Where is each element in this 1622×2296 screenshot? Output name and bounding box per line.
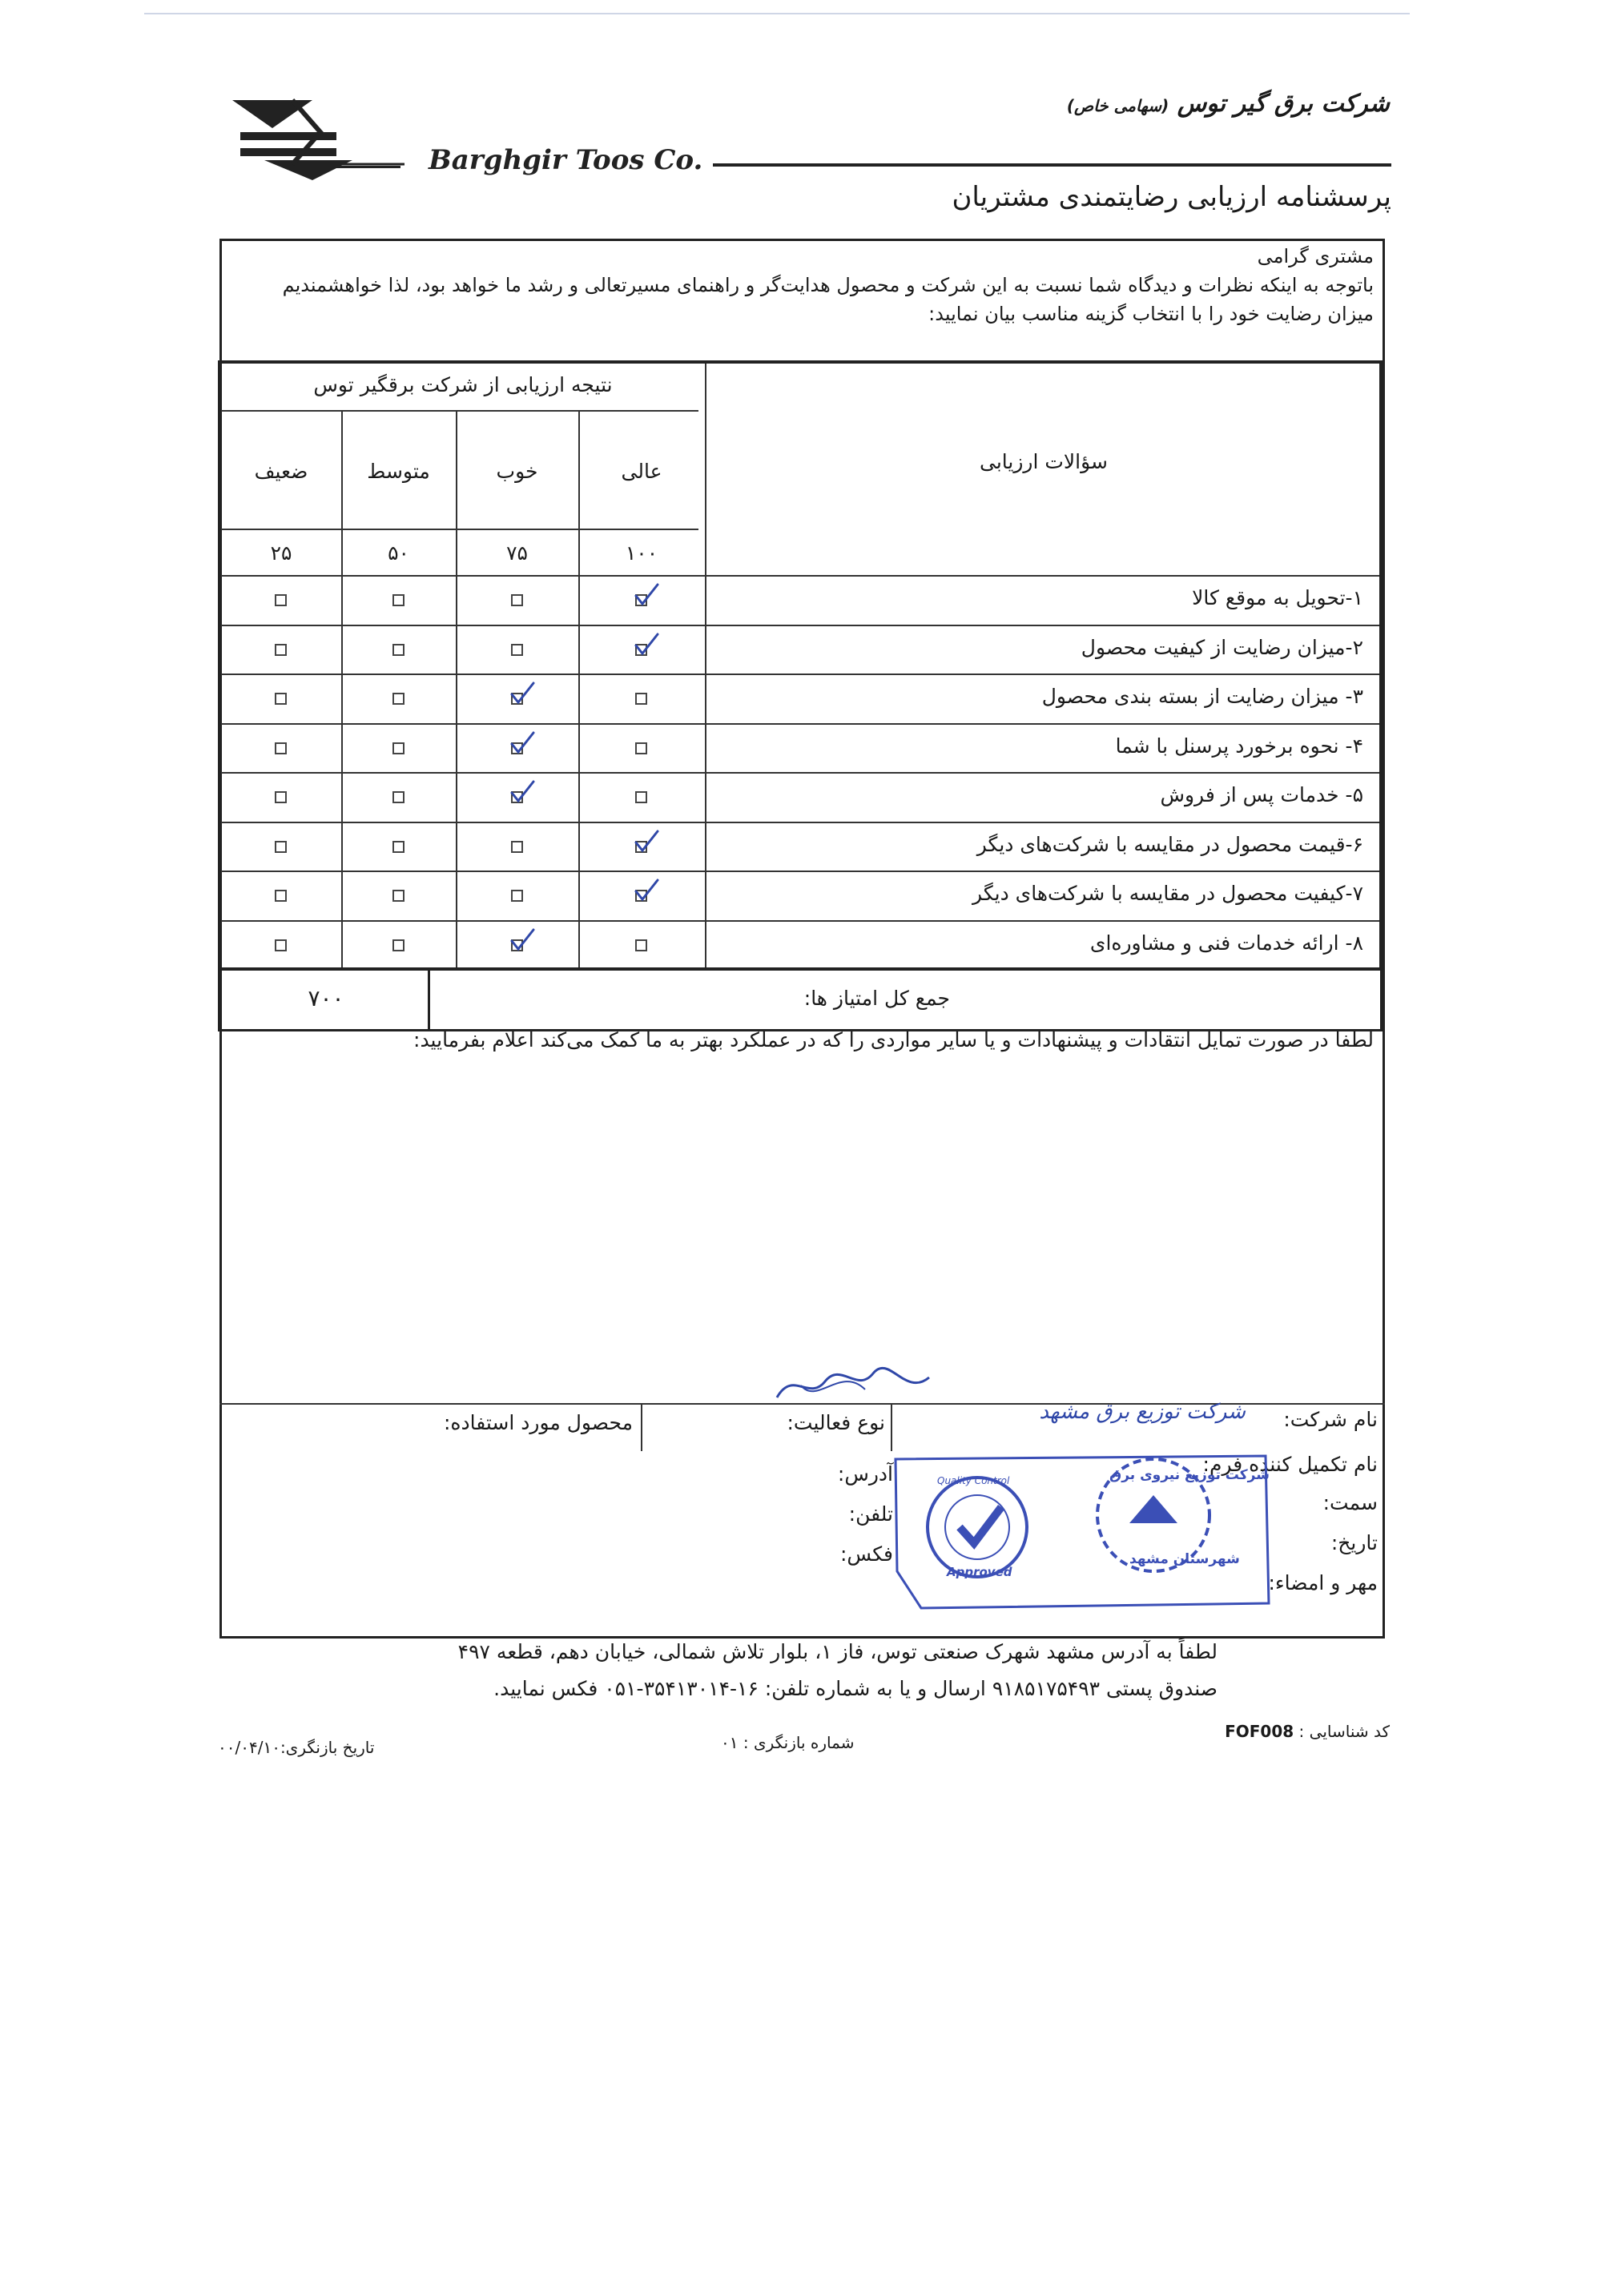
- address-label: آدرس:: [837, 1462, 893, 1486]
- question-2: ۲-میزان رضایت از کیفیت محصول: [1081, 635, 1363, 659]
- id-code-line: [1225, 1722, 1390, 1741]
- check-mark-icon: [509, 682, 535, 706]
- filler-name-label: نام تکمیل کننده فرم:: [1202, 1453, 1378, 1476]
- scan-edge-line: [144, 13, 1410, 14]
- form-title: پرسشنامه ارزیابی رضایتمندی مشتریان: [952, 181, 1391, 213]
- company-name-fa: [1067, 90, 1390, 118]
- seal-signature-label: مهر و امضاء:: [1268, 1571, 1378, 1594]
- phone-label: تلفن:: [848, 1502, 893, 1526]
- row-divider: [221, 871, 1379, 872]
- row-divider: [221, 674, 1379, 675]
- stamp-org: شرکت توزیع نیروی برق: [1109, 1467, 1270, 1483]
- check-mark-icon: [634, 583, 659, 607]
- salutation: مشتری گرامی: [1257, 245, 1374, 267]
- question-1: ۱-تحویل به موقع کالا: [1192, 586, 1363, 609]
- checkbox-q5-excellent[interactable]: [635, 791, 647, 803]
- checkbox-q8-weak[interactable]: [275, 939, 287, 951]
- intro-text: [236, 242, 1374, 328]
- checkbox-q1-excellent[interactable]: [635, 594, 647, 606]
- check-mark-icon: [634, 879, 659, 903]
- checkbox-q3-average[interactable]: [392, 693, 404, 705]
- id-code: FOF008: [1225, 1722, 1294, 1741]
- checkbox-q8-excellent[interactable]: [635, 939, 647, 951]
- checkbox-q4-average[interactable]: [392, 742, 404, 754]
- row-divider: [221, 772, 1379, 774]
- total-label: جمع کل امتیاز ها:: [803, 987, 950, 1010]
- company-logo: [216, 84, 409, 188]
- rating-label-average: متوسط: [367, 460, 430, 483]
- check-mark-icon: [509, 928, 535, 952]
- total-value: ۷۰۰: [308, 985, 344, 1011]
- question-3: ۳- میزان رضایت از بسته بندی محصول: [1041, 685, 1363, 708]
- question-6: ۶-قیمت محصول در مقایسه با شرکت‌های دیگر: [976, 832, 1363, 856]
- approval-stamp: [889, 1451, 1274, 1611]
- checkbox-q6-excellent[interactable]: [635, 841, 647, 853]
- product-used-label: محصول مورد استفاده:: [443, 1411, 633, 1434]
- rating-label-good: خوب: [496, 460, 538, 483]
- stamp-city: شهرستان مشهد: [1129, 1551, 1240, 1567]
- question-7: ۷-کیفیت محصول در مقایسه با شرکت‌های دیگر: [972, 882, 1363, 905]
- header-rule-short: [328, 166, 400, 168]
- company-name-handwriting: شرکت توزیع برق مشهد: [1039, 1400, 1246, 1424]
- revision-date: تاریخ بازنگری:۰۰/۰۴/۱۰: [218, 1738, 375, 1757]
- checkbox-q5-good[interactable]: [511, 791, 523, 803]
- checkbox-q2-weak[interactable]: [275, 644, 287, 656]
- checkbox-q4-excellent[interactable]: [635, 742, 647, 754]
- checkbox-q7-excellent[interactable]: [635, 890, 647, 902]
- checkbox-q8-average[interactable]: [392, 939, 404, 951]
- stamp-ring-text: Quality Control: [937, 1475, 1010, 1486]
- question-8: ۸- ارائه خدمات فنی و مشاوره‌ای: [1089, 931, 1363, 955]
- activity-type-label: نوع فعالیت:: [787, 1411, 885, 1434]
- rating-label-excellent: عالی: [621, 460, 662, 483]
- checkbox-q1-weak[interactable]: [275, 594, 287, 606]
- intro-paragraph: باتوجه به اینکه نظرات و دیدگاه شما نسبت به این شرکت و محصول هدایت‌گر و راهنمای مسیرتعالی و رشد ما خواهد بود، لذا خواهشمندیم میزان رضایت خود را با انتخاب گزینه مناسب بیان نمایید:: [282, 274, 1374, 325]
- result-header: نتیجه ارزیابی از شرکت برقگیر توس: [313, 373, 613, 396]
- checkbox-q6-weak[interactable]: [275, 841, 287, 853]
- question-4: ۴- نحوه برخورد پرسنل با شما: [1115, 734, 1363, 758]
- checkbox-q5-average[interactable]: [392, 791, 404, 803]
- fax-label: فکس:: [839, 1542, 893, 1566]
- company-name-text: شرکت برق گیر توس: [1177, 90, 1390, 118]
- row-divider: [221, 822, 1379, 823]
- checkbox-q1-good[interactable]: [511, 594, 523, 606]
- check-mark-icon: [509, 731, 535, 755]
- company-name-en: Barghgir Toos Co.: [429, 144, 703, 176]
- checkbox-q6-average[interactable]: [392, 841, 404, 853]
- company-type: (سهامی خاص): [1066, 96, 1169, 115]
- footer-postal: صندوق پستی ۹۱۸۵۱۷۵۴۹۳ ارسال و یا به شماره تلفن: ۱۶-۳۵۴۱۳۰۱۴-۰۵۱ فکس نمایید.: [493, 1677, 1218, 1700]
- check-mark-icon: [509, 780, 535, 804]
- position-label: سمت:: [1322, 1491, 1378, 1514]
- check-mark-icon: [634, 830, 659, 854]
- check-mark-icon: [634, 633, 659, 657]
- checkbox-q3-excellent[interactable]: [635, 693, 647, 705]
- stamp-approved: Approved: [947, 1565, 1012, 1579]
- checkbox-q1-average[interactable]: [392, 594, 404, 606]
- question-5: ۵- خدمات پس از فروش: [1160, 783, 1363, 806]
- row-divider: [221, 920, 1379, 922]
- checkbox-q7-good[interactable]: [511, 890, 523, 902]
- rating-score-good: ۷۵: [506, 541, 528, 565]
- rating-score-excellent: ۱۰۰: [625, 541, 658, 565]
- date-label: تاریخ:: [1330, 1531, 1378, 1554]
- total-row: [218, 971, 1383, 1031]
- rating-score-average: ۵۰: [388, 541, 409, 565]
- checkbox-q3-good[interactable]: [511, 693, 523, 705]
- checkbox-q2-excellent[interactable]: [635, 644, 647, 656]
- rating-label-weak: ضعیف: [254, 460, 308, 483]
- checkbox-q4-weak[interactable]: [275, 742, 287, 754]
- handwritten-signature: [769, 1361, 953, 1409]
- comments-label: لطفا در صورت تمایل انتقادات و پیشنهادات و یا سایر مواردی را که در عملکرد بهتر به ما کمک می‌کند اعلام بفرمایید:: [413, 1028, 1374, 1051]
- checkbox-q8-good[interactable]: [511, 939, 523, 951]
- row-divider: [221, 625, 1379, 626]
- info-divider-v2: [641, 1403, 642, 1451]
- checkbox-q5-weak[interactable]: [275, 791, 287, 803]
- revision-number: شماره بازنگری : ۰۱: [721, 1733, 855, 1752]
- checkbox-q7-average[interactable]: [392, 890, 404, 902]
- header-rule: [713, 163, 1391, 167]
- checkbox-q3-weak[interactable]: [275, 693, 287, 705]
- id-code-label: کد شناسایی :: [1298, 1722, 1390, 1741]
- checkbox-q7-weak[interactable]: [275, 890, 287, 902]
- rating-score-weak: ۲۵: [270, 541, 292, 565]
- checkbox-q2-good[interactable]: [511, 644, 523, 656]
- row-divider: [221, 723, 1379, 725]
- checkbox-q2-average[interactable]: [392, 644, 404, 656]
- checkbox-q6-good[interactable]: [511, 841, 523, 853]
- info-divider-v1: [891, 1403, 892, 1451]
- company-name-label: نام شرکت:: [1283, 1408, 1378, 1431]
- footer-address: لطفاً به آدرس مشهد شهرک صنعتی توس، فاز ۱، بلوار تلاش شمالی، خیابان دهم، قطعه ۴۹۷: [457, 1640, 1218, 1663]
- checkbox-q4-good[interactable]: [511, 742, 523, 754]
- questions-header: سؤالات ارزیابی: [979, 450, 1108, 473]
- evaluation-table: [218, 360, 1383, 971]
